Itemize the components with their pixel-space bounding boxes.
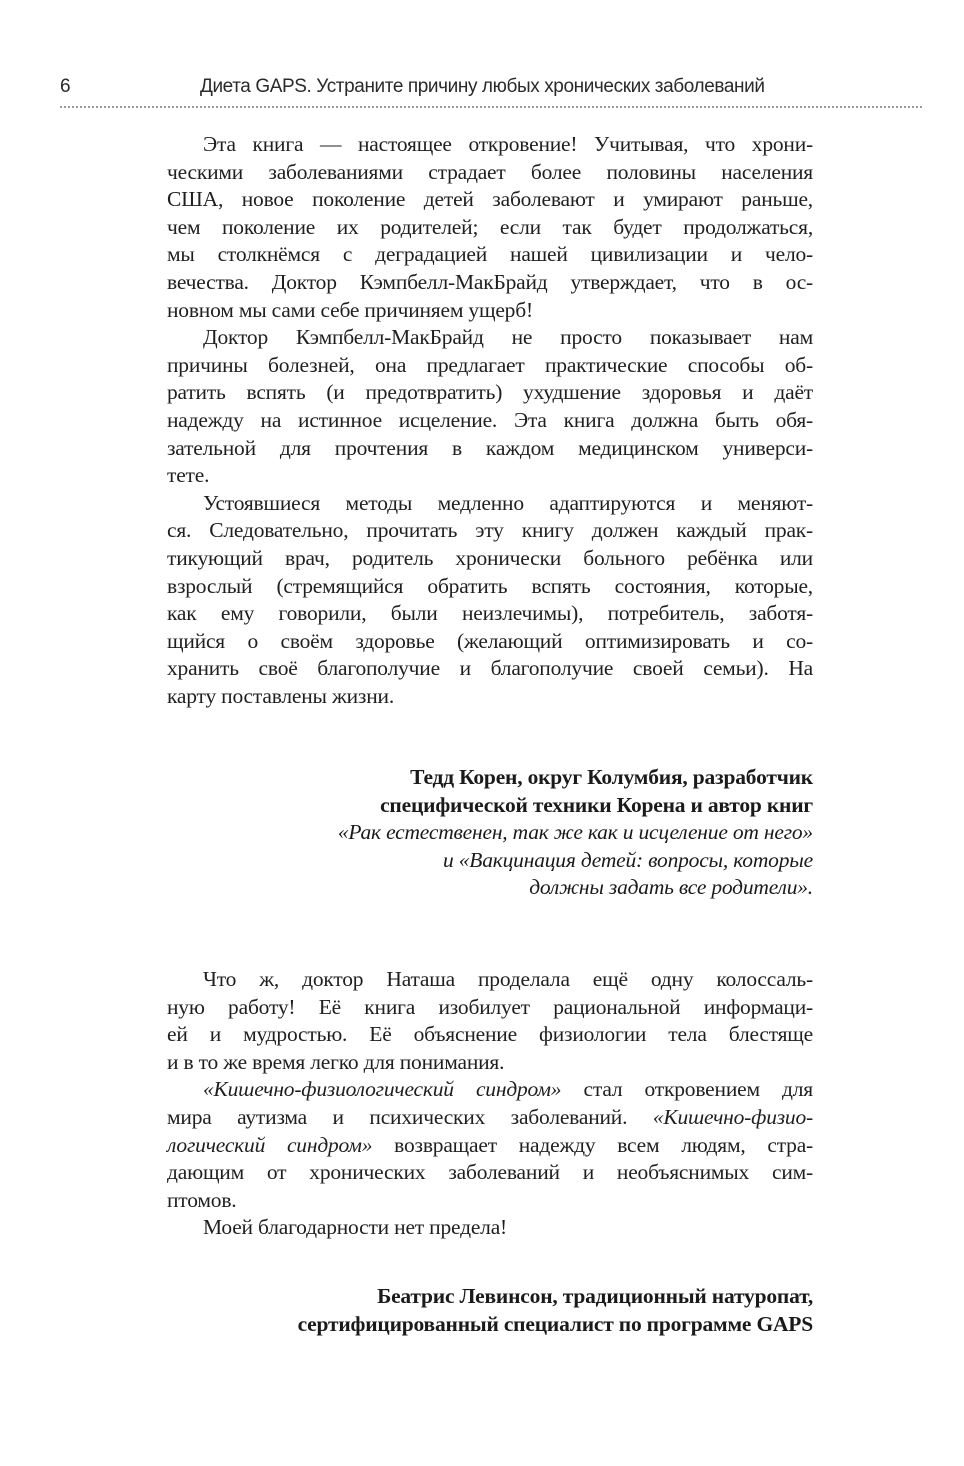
paragraph (167, 1076, 813, 1214)
header-divider (60, 106, 922, 108)
text-fragment: возвращает надежду всем людям, стра- (372, 1132, 814, 1157)
paragraph (167, 324, 813, 490)
paragraph (167, 131, 813, 324)
author-line: специфической техники Корена и автор книг (380, 792, 813, 817)
text-line: взрослый (стремящийся обратить вспять состояния, которые, (167, 573, 813, 598)
author-line: Беатрис Левинсон, традиционный натуропат, (377, 1284, 813, 1308)
text-fragment: мира аутизма и психических заболеваний. (167, 1104, 653, 1129)
text-line: ей и мудростью. Её объяснение физиологии тела блестяще (167, 1022, 813, 1047)
book-titles-line: «Рак естественен, так же как и исцеление от него» (337, 820, 813, 844)
text-line: птомов. (167, 1187, 237, 1212)
author-line: Тедд Корен, округ Колумбия, разработчик (410, 765, 813, 789)
text-line: щийся о своём здоровье (желающий оптимизировать и со- (167, 628, 813, 653)
testimonial-2-body (167, 966, 813, 1242)
text-line (167, 1132, 813, 1160)
text-line: Эта книга — настоящее откровение! Учитывая, что хрони- (203, 132, 813, 156)
text-line: надежду на истинное исцеление. Эта книга должна быть обя- (167, 407, 813, 432)
text-line: Что ж, доктор Наташа проделала ещё одну колоссаль- (203, 967, 813, 991)
text-line: тете. (167, 463, 210, 488)
italic-book-title: логический синдром» (167, 1132, 373, 1157)
text-line: тикующий врач, родитель хронически больного ребёнка или (167, 545, 813, 570)
testimonial-1-body (167, 131, 813, 710)
text-fragment: стал откровением для (561, 1077, 813, 1102)
text-line: карту поставлены жизни. (167, 683, 395, 708)
paragraph (167, 490, 813, 711)
book-titles-line: и «Вакцинация детей: вопросы, которые (443, 847, 813, 872)
running-head (60, 74, 922, 104)
text-line: США, новое поколение детей заболевают и умирают раньше, (167, 187, 813, 212)
text-line: чем поколение их родителей; если так будет продолжаться, (167, 214, 813, 239)
text-line: причины болезней, она предлагает практические способы об- (167, 352, 813, 377)
text-line: Доктор Кэмпбелл-МакБрайд не просто показывает нам (203, 325, 813, 350)
text-line: ческими заболеваниями страдает более половины населения (167, 159, 813, 184)
testimonial-2-attribution (133, 1283, 813, 1338)
text-line: ратить вспять (и предотвратить) ухудшение здоровья и даёт (167, 380, 813, 405)
paragraph (167, 1214, 813, 1242)
text-line (167, 1076, 813, 1104)
text-line: зательной для прочтения в каждом медицинском универси- (167, 435, 813, 460)
book-titles-line: должны задать все родители». (529, 875, 813, 899)
text-line: хранить своё благополучие и благополучие своей семьи). На (167, 656, 813, 681)
text-line: Моей благодарности нет предела! (203, 1215, 507, 1240)
paragraph (167, 966, 813, 1076)
text-line: Устоявшиеся методы медленно адаптируются и меняют- (203, 490, 813, 515)
author-line: сертифицированный специалист по программе GAPS (297, 1311, 813, 1336)
text-line: и в то же время легко для понимания. (167, 1049, 505, 1074)
text-line: новном мы сами себе причиняем ущерб! (167, 297, 533, 322)
text-line (167, 1104, 813, 1132)
testimonial-1-attribution (193, 764, 813, 902)
text-line: ную работу! Её книга изобилует рациональной информаци- (167, 994, 813, 1019)
text-line: дающим от хронических заболеваний и необъяснимых сим- (167, 1160, 813, 1185)
text-line: ся. Следовательно, прочитать эту книгу должен каждый прак- (167, 518, 813, 543)
text-line: как ему говорили, были неизлечимы), потребитель, заботя- (167, 601, 813, 626)
italic-book-title: «Кишечно-физиологический синдром» (203, 1077, 562, 1102)
book-title: Диета GAPS. Устраните причину любых хронических заболеваний (200, 76, 765, 97)
text-line: мы столкнёмся с деградацией нашей цивилизации и чело- (167, 242, 813, 267)
text-line: вечества. Доктор Кэмпбелл-МакБрайд утверждает, что в ос- (167, 269, 813, 294)
page-number: 6 (60, 76, 71, 97)
italic-book-title: «Кишечно-физио- (652, 1104, 813, 1129)
